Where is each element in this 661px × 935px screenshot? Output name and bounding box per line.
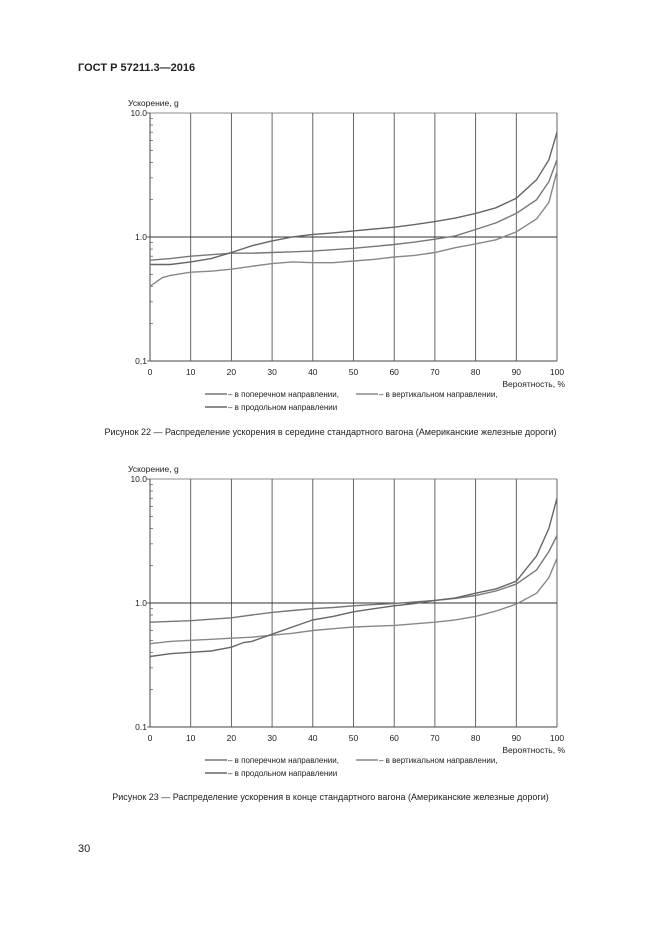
x-tick-label-10: 10 [185,367,196,377]
caption-figure-23: Рисунок 23 — Распределение ускорения в конце стандартного вагона (Американские железные дороги) [112,792,549,802]
x-tick-label-40: 40 [308,733,318,743]
x-tick-label-30: 30 [267,367,277,377]
x-tick-label-100: 100 [549,367,565,377]
x-axis-label: Вероятность, % [502,379,565,389]
legend-entry-2: – в вертикальном направлении, [379,390,498,399]
x-tick-label-90: 90 [511,733,522,743]
x-tick-label-50: 50 [348,367,359,377]
chart-23-svg [0,456,661,786]
x-tick-label-10: 10 [185,733,196,743]
x-tick-label-0: 0 [147,367,153,377]
chart-22-svg [0,90,661,420]
x-tick-label-60: 60 [389,367,399,377]
legend-entry-1: – в поперечном направлении, [228,390,339,399]
y-tick-label: 1.0 [135,598,147,608]
legend-entry-1: – в поперечном направлении, [228,756,339,765]
x-tick-label-70: 70 [430,733,440,743]
y-tick-label: 0.1 [135,722,147,732]
x-tick-label-20: 20 [226,367,237,377]
x-tick-label-70: 70 [430,367,440,377]
x-axis-label: Вероятность, % [502,745,565,755]
legend-entry-3: – в продольном направлении [228,769,338,778]
x-tick-label-40: 40 [308,367,318,377]
document-header: ГОСТ Р 57211.3—2016 [78,62,196,74]
page-number: 30 [78,843,91,855]
x-tick-label-100: 100 [549,733,565,743]
x-tick-label-0: 0 [147,733,153,743]
legend-entry-2: – в вертикальном направлении, [379,756,498,765]
y-axis-label: Ускорение, g [128,464,179,474]
y-tick-label: 10.0 [130,108,147,118]
caption-figure-22: Рисунок 22 — Распределение ускорения в середине стандартного вагона (Американские железные дороги) [104,427,557,437]
y-tick-label: 0,1 [135,356,147,366]
x-tick-label-30: 30 [267,733,277,743]
x-tick-label-50: 50 [348,733,359,743]
x-tick-label-60: 60 [389,733,399,743]
chart-figure-22 [0,90,661,420]
x-tick-label-20: 20 [226,733,237,743]
x-tick-label-90: 90 [511,367,522,377]
chart-figure-23 [0,456,661,786]
y-tick-label: 10.0 [130,474,147,484]
x-tick-label-80: 80 [470,733,481,743]
legend-entry-3: – в продольном направлении [228,403,338,412]
x-tick-label-80: 80 [470,367,481,377]
y-axis-label: Ускорение, g [128,98,179,108]
y-tick-label: 1.0 [135,232,147,242]
